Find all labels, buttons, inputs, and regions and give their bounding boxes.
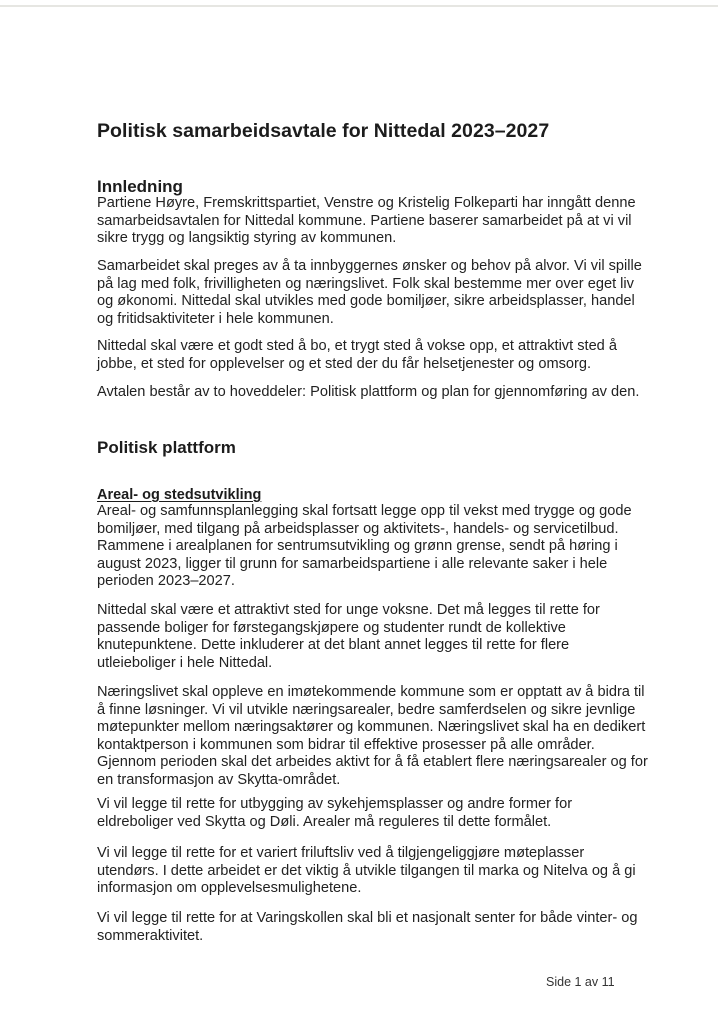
paragraph (97, 796, 572, 831)
section-heading-politisk-plattform: Politisk plattform (97, 438, 236, 457)
text-line: Næringslivet skal oppleve en imøtekommende kommune som er opptatt av å bidra til (97, 684, 645, 700)
text-line: Nittedal skal være et godt sted å bo, et trygt sted å vokse opp, et attraktivt sted å (97, 338, 617, 354)
paragraph (97, 503, 632, 591)
text-line: august 2023, ligger til grunn for samarbeidspartiene i alle relevante saker i hele (97, 555, 608, 572)
paragraph (97, 910, 638, 945)
paragraph (97, 602, 600, 672)
text-line: bomiljøer, med tilgang på arbeidsplasser og aktivitets-, handels- og servicetilbud. (97, 520, 619, 537)
text-line: Areal- og samfunnsplanlegging skal fortsatt legge opp til vekst med trygge og gode (97, 503, 632, 519)
text-line: Gjennom perioden skal det arbeides aktivt for å få etablert flere næringsarealer og for (97, 754, 648, 771)
text-line: eldreboliger ved Skytta og Døli. Arealer må reguleres til dette formålet. (97, 813, 552, 830)
text-line: samarbeidsavtalen for Nittedal kommune. Partiene baserer samarbeidet på at vi vil (97, 212, 632, 229)
text-line: passende boliger for førstegangskjøpere og studenter rundt de kollektive (97, 619, 566, 636)
text-line: Rammene i arealplanen for sentrumsutvikling og grønn grense, sendt på høring i (97, 538, 618, 555)
text-line: Vi vil legge til rette for at Varingskollen skal bli et nasjonalt senter for både vinter- og (97, 910, 638, 926)
paragraph (97, 258, 642, 328)
paragraph (97, 338, 617, 373)
scan-top-edge (0, 5, 718, 7)
text-line: Samarbeidet skal preges av å ta innbyggernes ønsker og behov på alvor. Vi vil spille (97, 258, 642, 274)
text-line: en transformasjon av Skytta-området. (97, 771, 341, 788)
text-line: perioden 2023–2027. (97, 573, 235, 590)
paragraph (97, 384, 639, 402)
paragraph (97, 195, 636, 248)
section-heading-innledning: Innledning (97, 177, 183, 196)
text-line: Avtalen består av to hoveddeler: Politisk plattform og plan for gjennomføring av den. (97, 384, 640, 400)
text-line: Nittedal skal være et attraktivt sted for unge voksne. Det må legges til rette for (97, 602, 600, 618)
text-line: møtepunkter mellom næringsaktører og kommunen. Næringslivet skal ha en dedikert (97, 719, 646, 736)
text-line: informasjon om opplevelsesmulighetene. (97, 880, 362, 897)
text-line: sommeraktivitet. (97, 927, 204, 944)
paragraph (97, 684, 648, 790)
document-title: Politisk samarbeidsavtale for Nittedal 2023–2027 (97, 120, 550, 142)
text-line: utendørs. I dette arbeidet er det viktig å utvikle tilgangen til marka og Nitelva og å gi (97, 862, 636, 879)
text-line: jobbe, et sted for opplevelser og et sted der du får helsetjenester og omsorg. (97, 355, 592, 372)
text-line: Vi vil legge til rette for et variert friluftsliv ved å tilgjengeliggjøre møteplasser (97, 845, 585, 861)
text-line: og fritidsaktiviteter i hele kommunen. (97, 310, 334, 327)
text-line: og økonomi. Nittedal skal utvikles med gode bomiljøer, sikre arbeidsplasser, handel (97, 293, 635, 310)
text-line: på lag med folk, frivilligheten og næringslivet. Folk skal bestemme mer over eget liv (97, 275, 634, 292)
text-line: å finne løsninger. Vi vil utvikle næringsarealer, bedre samferdselen og sikre jevnlige (97, 701, 636, 718)
text-line: sikre trygg og langsiktig styring av kommunen. (97, 230, 397, 247)
text-line: knutepunktene. Dette inkluderer at det blant annet legges til rette for flere (97, 637, 570, 654)
paragraph (97, 845, 636, 898)
text-line: utleieboliger i hele Nittedal. (97, 654, 273, 671)
text-line: Partiene Høyre, Fremskrittspartiet, Venstre og Kristelig Folkeparti har inngått denne (97, 195, 636, 211)
text-line: Vi vil legge til rette for utbygging av sykehjemsplasser og andre former for (97, 796, 573, 812)
text-line: kontaktperson i kommunen som bidrar til effektive prosesser på alle områder. (97, 736, 595, 753)
subsection-heading-areal-og-stedsutvikling: Areal- og stedsutvikling (97, 487, 262, 503)
page-number: Side 1 av 11 (546, 975, 615, 989)
